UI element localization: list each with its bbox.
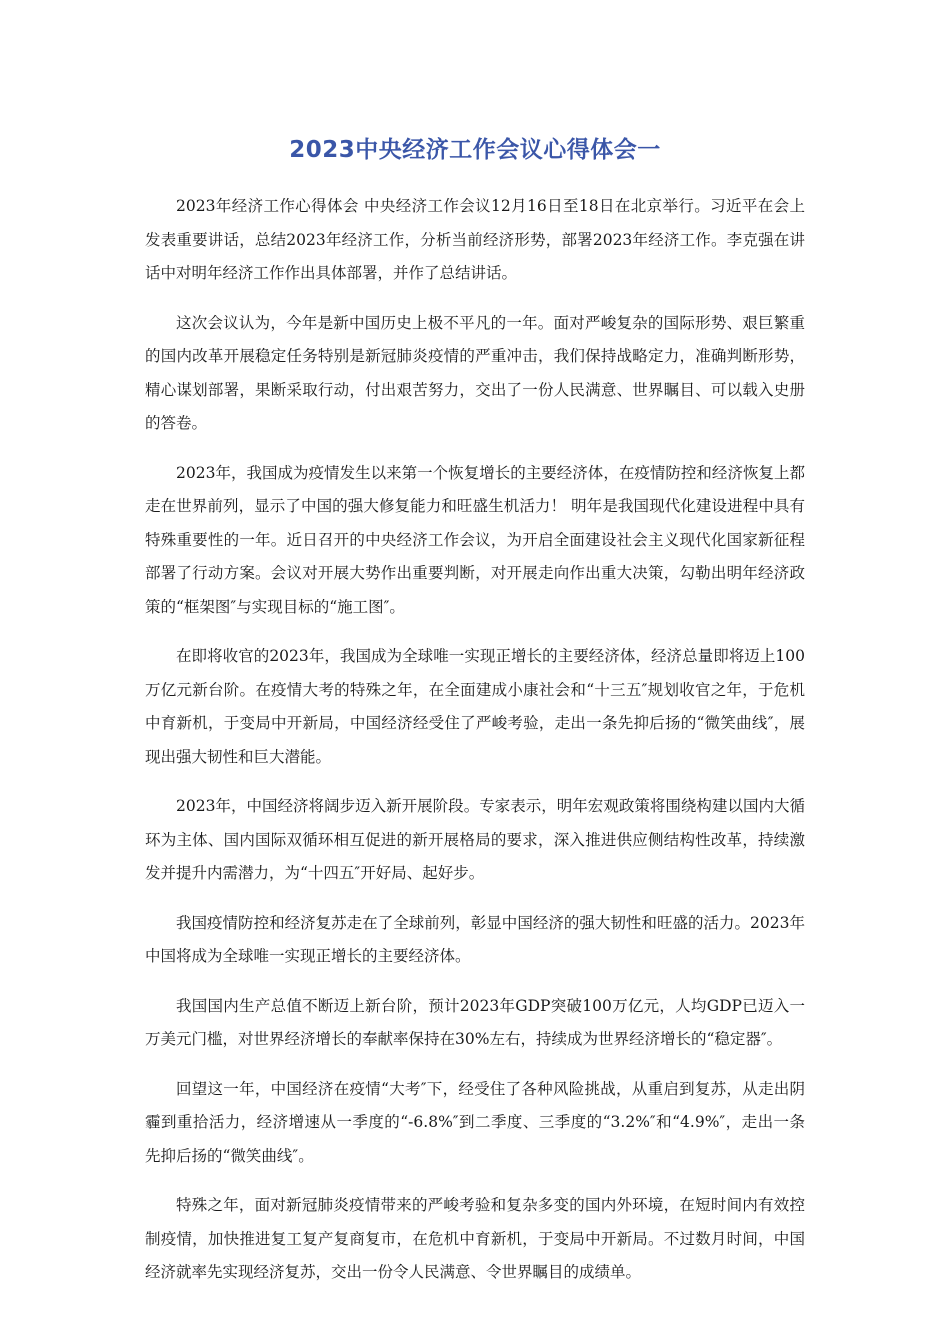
paragraph: 特殊之年，面对新冠肺炎疫情带来的严峻考验和复杂多变的国内外环境，在短时间内有效控制疫情，加快推进复工复产复商复市，在危机中育新机，于变局中开新局。不过数月时间，中国经济就率先实现经济复苏，交出一份令人民满意、令世界瞩目的成绩单。 [145, 1196, 805, 1281]
document-title: 2023中央经济工作会议心得体会一 [289, 137, 661, 163]
document-page [145, 130, 805, 1306]
paragraph: 2023年，我国成为疫情发生以来第一个恢复增长的主要经济体，在疫情防控和经济恢复上都走在世界前列，显示了中国的强大修复能力和旺盛生机活力！ 明年是我国现代化建设进程中具有特殊重要性的一年。近日召开的中央经济工作会议，为开启全面建设社会主义现代化国家新征程部署了行动方案。会议对开展大势作出重要判断，对开展走向作出重大决策，勾勒出明年经济政策的“框架图″与实现目标的“施工图″。 [145, 463, 805, 616]
paragraph: 2023年，中国经济将阔步迈入新开展阶段。专家表示，明年宏观政策将围绕构建以国内大循环为主体、国内国际双循环相互促进的新开展格局的要求，深入推进供应侧结构性改革，持续激发并提升内需潜力，为“十四五″开好局、起好步。 [145, 797, 805, 882]
paragraph: 我国国内生产总值不断迈上新台阶，预计2023年GDP突破100万亿元，人均GDP已迈入一万美元门槛，对世界经济增长的奉献率保持在30%左右，持续成为世界经济增长的“稳定器″。 [145, 996, 805, 1048]
paragraph: 在即将收官的2023年，我国成为全球唯一实现正增长的主要经济体，经济总量即将迈上100万亿元新台阶。在疫情大考的特殊之年，在全面建成小康社会和“十三五″规划收官之年，于危机中育新机，于变局中开新局，中国经济经受住了严峻考验，走出一条先抑后扬的“微笑曲线″，展现出强大韧性和巨大潜能。 [145, 647, 805, 766]
paragraph: 回望这一年，中国经济在疫情“大考″下，经受住了各种风险挑战，从重启到复苏，从走出阴霾到重拾活力，经济增速从一季度的“-6.8%″到二季度、三季度的“3.2%″和“4.9%″，走出一条先抑后扬的“微笑曲线″。 [145, 1079, 805, 1165]
paragraph: 2023年经济工作心得体会 中央经济工作会议12月16日至18日在北京举行。习近平在会上发表重要讲话，总结2023年经济工作，分析当前经济形势，部署2023年经济工作。李克强在讲话中对明年经济工作作出具体部署，并作了总结讲话。 [145, 197, 805, 282]
paragraph: 这次会议认为，今年是新中国历史上极不平凡的一年。面对严峻复杂的国际形势、艰巨繁重的国内改革开展稳定任务特别是新冠肺炎疫情的严重冲击，我们保持战略定力，准确判断形势，精心谋划部署，果断采取行动，付出艰苦努力，交出了一份人民满意、世界瞩目、可以载入史册的答卷。 [145, 313, 805, 432]
paragraph: 我国疫情防控和经济复苏走在了全球前列，彰显中国经济的强大韧性和旺盛的活力。2023年中国将成为全球唯一实现正增长的主要经济体。 [145, 913, 805, 965]
